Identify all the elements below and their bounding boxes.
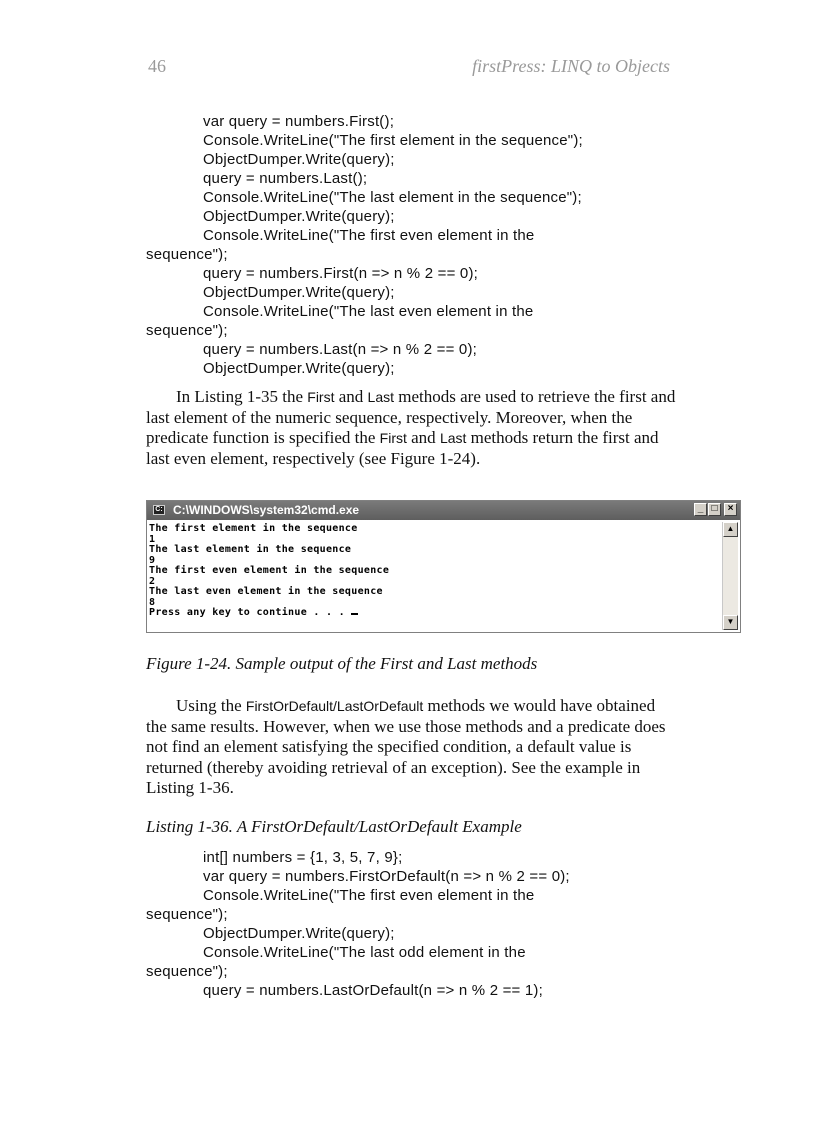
code-line: var query = numbers.First(); xyxy=(203,113,395,130)
code-line: Console.WriteLine("The first even element in the xyxy=(203,887,535,904)
close-button[interactable]: × xyxy=(724,503,737,516)
code-line: Console.WriteLine("The last element in the sequence"); xyxy=(203,189,582,206)
listing-caption: Listing 1-36. A FirstOrDefault/LastOrDefault Example xyxy=(146,817,522,836)
figure-caption: Figure 1-24. Sample output of the First and Last methods xyxy=(146,654,538,673)
console-output xyxy=(149,522,721,630)
inline-code-first: First xyxy=(307,389,335,405)
code-line: sequence"); xyxy=(146,246,228,263)
code-line: ObjectDumper.Write(query); xyxy=(203,925,395,942)
console-line: The last even element in the sequence xyxy=(149,586,383,597)
code-line: sequence"); xyxy=(146,322,228,339)
console-line: 8 xyxy=(149,597,156,608)
page-number: 46 xyxy=(148,56,166,76)
console-scrollbar[interactable] xyxy=(722,522,738,630)
maximize-button[interactable]: □ xyxy=(708,503,721,516)
code-line: ObjectDumper.Write(query); xyxy=(203,360,395,377)
code-line: var query = numbers.FirstOrDefault(n => n % 2 == 0); xyxy=(203,868,570,885)
inline-code-last: Last xyxy=(367,389,394,405)
scroll-down-arrow-icon[interactable]: ▼ xyxy=(723,615,738,630)
console-line: Press any key to continue . . . xyxy=(149,606,721,620)
code-line: Console.WriteLine("The last odd element in the xyxy=(203,944,526,961)
inline-code-first: First xyxy=(379,430,407,446)
code-line: sequence"); xyxy=(146,906,228,923)
code-line: int[] numbers = {1, 3, 5, 7, 9}; xyxy=(203,849,403,866)
console-line: The first even element in the sequence xyxy=(149,565,390,576)
console-line: The first element in the sequence xyxy=(149,523,358,534)
code-line: query = numbers.Last(); xyxy=(203,170,368,187)
paragraph-first-last: In Listing 1-35 the First and Last methods are used to retrieve the first and last element of the numeric sequence, respectively. Moreover, when the predicate function is specified the First and Last methods return the first and last even element, respectively (see Figure 1-24). xyxy=(146,387,676,468)
inline-code-firstordefault: FirstOrDefault/LastOrDefault xyxy=(245,698,424,714)
code-listing-top xyxy=(146,112,686,378)
code-line: ObjectDumper.Write(query); xyxy=(203,208,395,225)
minimize-button[interactable]: _ xyxy=(694,503,707,516)
inline-code-last: Last xyxy=(439,430,467,446)
code-line: ObjectDumper.Write(query); xyxy=(203,284,395,301)
console-window-screenshot xyxy=(146,500,741,633)
console-line: 9 xyxy=(149,555,156,566)
console-titlebar xyxy=(147,501,740,520)
console-line: 2 xyxy=(149,576,156,587)
console-line: 1 xyxy=(149,534,156,545)
console-line: The last element in the sequence xyxy=(149,544,352,555)
code-line: Console.WriteLine("The last even element in the xyxy=(203,303,534,320)
code-listing-bottom xyxy=(146,848,686,1000)
code-line: query = numbers.First(n => n % 2 == 0); xyxy=(203,265,479,282)
code-line: query = numbers.LastOrDefault(n => n % 2 == 1); xyxy=(203,982,543,999)
code-line: Console.WriteLine("The first element in the sequence"); xyxy=(203,132,583,149)
cmd-icon: C: xyxy=(153,505,165,515)
code-line: Console.WriteLine("The first even element in the xyxy=(203,227,535,244)
text-cursor xyxy=(351,613,358,615)
scroll-up-arrow-icon[interactable]: ▲ xyxy=(723,522,738,537)
code-line: query = numbers.Last(n => n % 2 == 0); xyxy=(203,341,478,358)
code-line: sequence"); xyxy=(146,963,228,980)
console-title: C:\WINDOWS\system32\cmd.exe xyxy=(173,503,360,517)
paragraph-firstordefault: Using the FirstOrDefault/LastOrDefault methods we would have obtained the same results. However, when we use those methods and a predicate does not find an element satisfying the specified condition, a default value is returned (thereby avoiding retrieval of an exception). See the example in Listing 1-36. xyxy=(146,696,666,797)
code-line: ObjectDumper.Write(query); xyxy=(203,151,395,168)
running-header-title: firstPress: LINQ to Objects xyxy=(472,56,670,76)
